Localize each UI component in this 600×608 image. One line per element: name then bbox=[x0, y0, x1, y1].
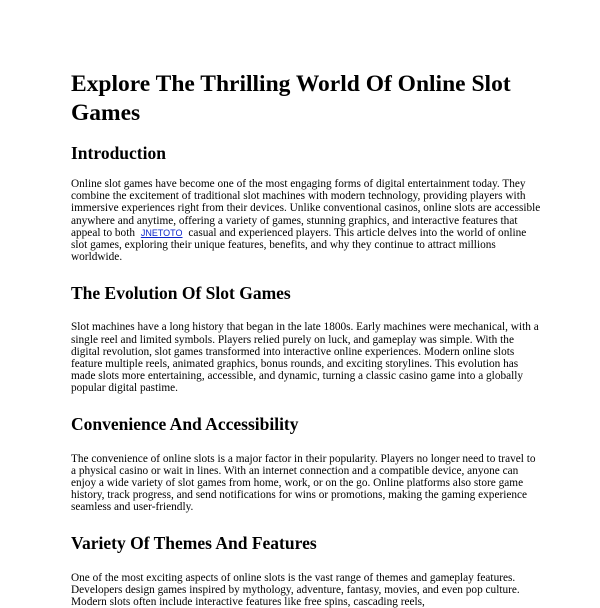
section-heading-evolution: The Evolution Of Slot Games bbox=[71, 283, 291, 304]
jnetoto-link[interactable]: JNETOTO bbox=[140, 227, 183, 238]
article bbox=[71, 70, 541, 608]
section-heading-variety: Variety Of Themes And Features bbox=[71, 532, 317, 553]
section-body-introduction bbox=[71, 178, 541, 263]
intro-text-after-link: casual and experienced players. This article delves into the world of online slot games, exploring their unique features, benefits, and why they continue to attract millions worldwide. bbox=[71, 226, 527, 264]
article-title: Explore The Thrilling World Of Online Slot Games bbox=[71, 71, 511, 126]
section-body-convenience: The convenience of online slots is a major factor in their popularity. Players no longer need to travel to a physical casino or wait in lines. With an internet connection and a compatible device, anyone can enjoy a wide variety of slot games from home, work, or on the go. Online platforms also store game history, track progress, and send notifications for wins or promotions, making the gaming experience seamless and user-friendly. bbox=[71, 452, 536, 514]
intro-text-before-link: Online slot games have become one of the most engaging forms of digital entertainment today. They combine the excitement of traditional slot machines with modern technology, providing players with immersive experiences right from their devices. Unlike conventional casinos, online slots are accessible anywhere and anytime, offering a variety of games, stunning graphics, and interactive features that appeal to both bbox=[71, 178, 541, 239]
section-heading-convenience: Convenience And Accessibility bbox=[71, 413, 299, 434]
section-body-evolution: Slot machines have a long history that began in the late 1800s. Early machines were mechanical, with a single reel and limited symbols. Players relied purely on luck, and gameplay was simple. With the digital revolution, slot games transformed into interactive online experiences. Modern online slots feature multiple reels, animated graphics, bonus rounds, and exciting storylines. This evolution has made slots more entertaining, accessible, and dynamic, turning a classic casino game into a globally popular digital pastime. bbox=[71, 321, 539, 395]
section-body-variety: One of the most exciting aspects of online slots is the vast range of themes and gameplay features. Developers design games inspired by mythology, adventure, fantasy, movies, and even pop culture. Modern slots often include interactive features like free spins, cascading reels, bbox=[71, 571, 520, 608]
section-heading-introduction: Introduction bbox=[71, 143, 166, 163]
